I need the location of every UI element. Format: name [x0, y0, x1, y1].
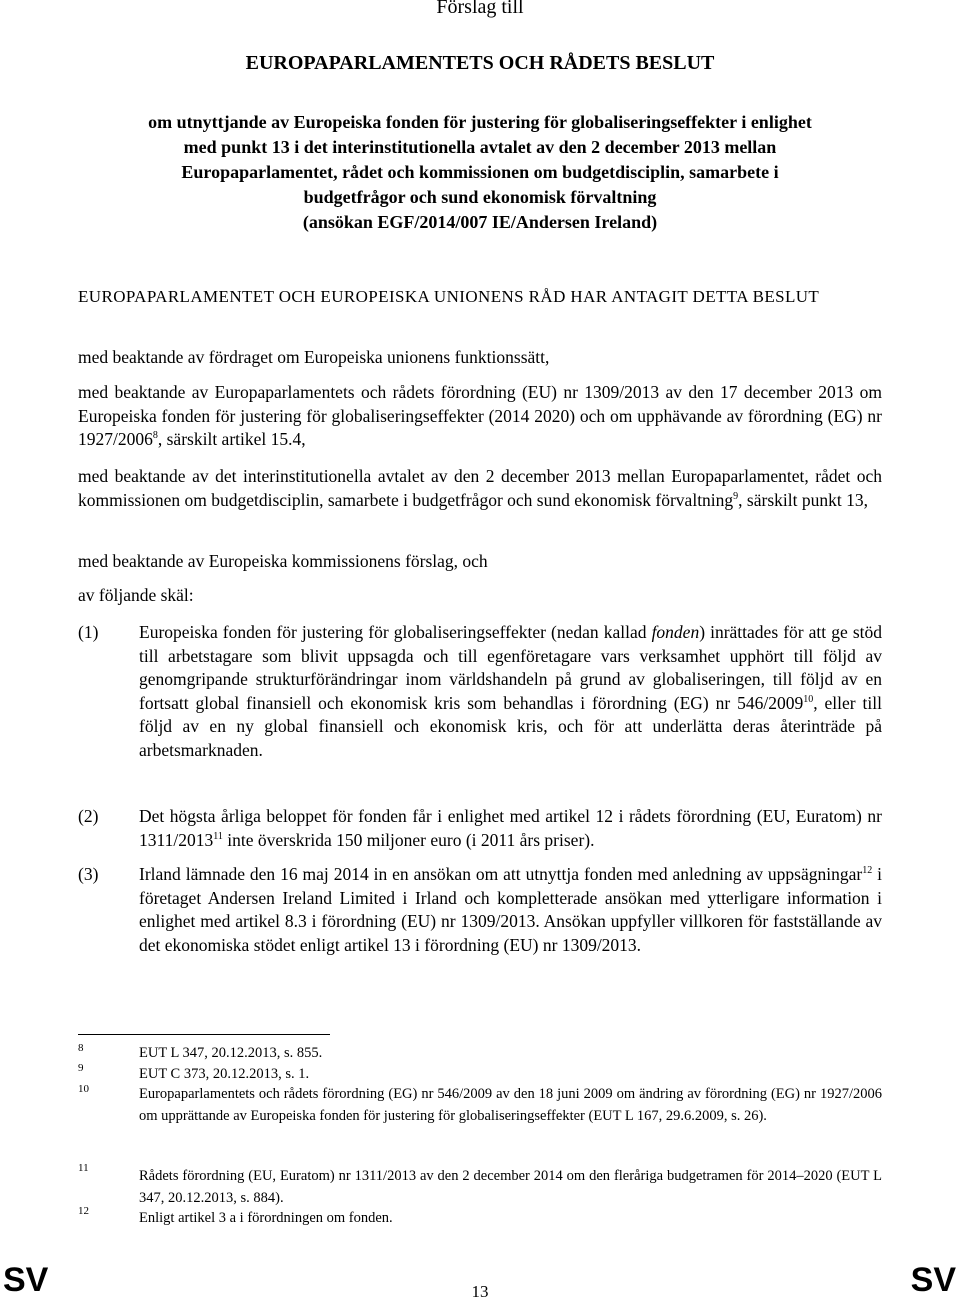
language-code-left: SV [3, 1261, 49, 1299]
citation-treaty: med beaktande av fördraget om Europeiska unionens funktionssätt, [78, 347, 550, 367]
footnote-number: 8 [78, 1042, 84, 1054]
recital-number: (2) [78, 806, 99, 826]
footnote-ref: 9 [733, 490, 739, 502]
recital-number: (3) [78, 864, 99, 884]
subtitle-line: budgetfrågor och sund ekonomisk förvaltning [303, 187, 657, 207]
document-title: EUROPAPARLAMENTETS OCH RÅDETS BESLUT [245, 52, 715, 74]
footnote-ref: 11 [213, 830, 223, 842]
enacting-clause: EUROPAPARLAMENTET OCH EUROPEISKA UNIONENS RÅD HAR ANTAGIT DETTA BESLUT [78, 287, 820, 306]
citation-tail: , särskilt artikel 15.4, [157, 429, 306, 449]
recital-3 [139, 863, 882, 957]
citation-proposal: med beaktande av Europeiska kommissionens förslag, och [78, 551, 488, 571]
recitals-intro: av följande skäl: [78, 585, 194, 605]
citation-tail: , särskilt punkt 13, [738, 489, 868, 510]
recital-text: Det högsta årliga beloppet för fonden får i enlighet med artikel 12 i rådets förordning (EU, Euratom) nr 1311/2013 [139, 806, 882, 850]
citation-agreement [78, 465, 882, 512]
recital-2 [139, 805, 882, 852]
recital-text: Irland lämnade den 16 maj 2014 in en ansökan om att utnyttja fonden med anledning av uppsägningar [139, 864, 863, 884]
footnote-10: Europaparlamentets och rådets förordning (EG) nr 546/2009 av den 18 juni 2009 om ändring av förordning (EG) nr 1927/2006 om upprättande av Europeiska fonden för justering för globaliseringseffekter (EUT L 167, 29.6.2009, s. 26). [139, 1086, 882, 1124]
recital-text: Europeiska fonden för justering för globaliseringseffekter (nedan kallad [139, 622, 652, 642]
citation-text: med beaktande av det interinstitutionella avtalet av den 2 december 2013 mellan Europaparlamentet, rådet och kommissionen om budgetdisciplin, samarbete i budgetfrågor och sund ekonomisk förvaltning [78, 466, 882, 510]
footnote-number: 10 [78, 1083, 89, 1095]
recital-text: , eller till följd av en ny global finansiell och ekonomisk kris, och för att underlätta deras återinträde på arbetsmarknaden. [139, 692, 882, 760]
footnote-ref: 8 [152, 430, 158, 441]
subtitle-line: Europaparlamentet, rådet och kommissionen om budgetdisciplin, samarbete i [181, 162, 779, 182]
subtitle-line: om utnyttjande av Europeiska fonden för justering för globaliseringseffekter i enlighet [148, 112, 812, 132]
citation-regulation [78, 381, 882, 452]
footnote-number: 12 [78, 1205, 89, 1217]
recital-text: inte överskrida 150 miljoner euro (i 2011 års priser). [222, 829, 595, 850]
recital-text: i företaget Andersen Ireland Limited i Irland och kompletterade ansökan med ytterligare information i enlighet med artikel 8.3 i förordning (EU) nr 1309/2013. Ansökan uppfyller villkoren för fastställande av det ekonomiska stödet enligt artikel 13 i förordning (EU) nr 1309/2013. [139, 864, 882, 955]
proposal-label: Förslag till [436, 0, 524, 18]
language-code-right: SV [910, 1261, 956, 1299]
document-subtitle [0, 110, 960, 235]
footnote-11: Rådets förordning (EU, Euratom) nr 1311/2013 av den 2 december 2014 om den fleråriga budgetramen för 2014–2020 (EUT L 347, 20.12.2013, s. 884). [139, 1168, 882, 1206]
subtitle-line: (ansökan EGF/2014/007 IE/Andersen Ireland) [302, 212, 658, 232]
citation-text: med beaktande av Europaparlamentets och rådets förordning (EU) nr 1309/2013 av den 17 december 2013 om Europeiska fonden för justering för globaliseringseffekter (2014 2020) och om upphävande av förordning (EG) nr 1927/2006 [78, 382, 882, 449]
footnote-separator [78, 1034, 330, 1035]
recital-text: ) inrättades för att ge stöd till arbetstagare som blivit uppsagda och till egenföretagare vars verksamhet upphört till följd av genomgripande strukturförändringar inom världshandeln på grund av globaliseringen, till följd av en fortsatt global finansiell och ekonomisk kris som behandlas i förordning (EG) nr 546/2009 [139, 622, 882, 713]
page-number: 13 [471, 1282, 489, 1301]
footnote-number: 9 [78, 1062, 84, 1074]
footnote-12: Enligt artikel 3 a i förordningen om fonden. [139, 1210, 393, 1226]
subtitle-line: med punkt 13 i det interinstitutionella avtalet av den 2 december 2013 mellan [183, 137, 777, 157]
recital-emphasis: fonden [651, 622, 700, 642]
footnote-8: EUT L 347, 20.12.2013, s. 855. [139, 1045, 323, 1061]
recital-1 [139, 621, 882, 762]
footnote-ref: 10 [803, 693, 814, 705]
recital-number: (1) [78, 622, 99, 642]
footnote-number: 11 [78, 1162, 89, 1174]
footnote-ref: 12 [862, 865, 873, 876]
footnote-9: EUT C 373, 20.12.2013, s. 1. [139, 1066, 310, 1082]
